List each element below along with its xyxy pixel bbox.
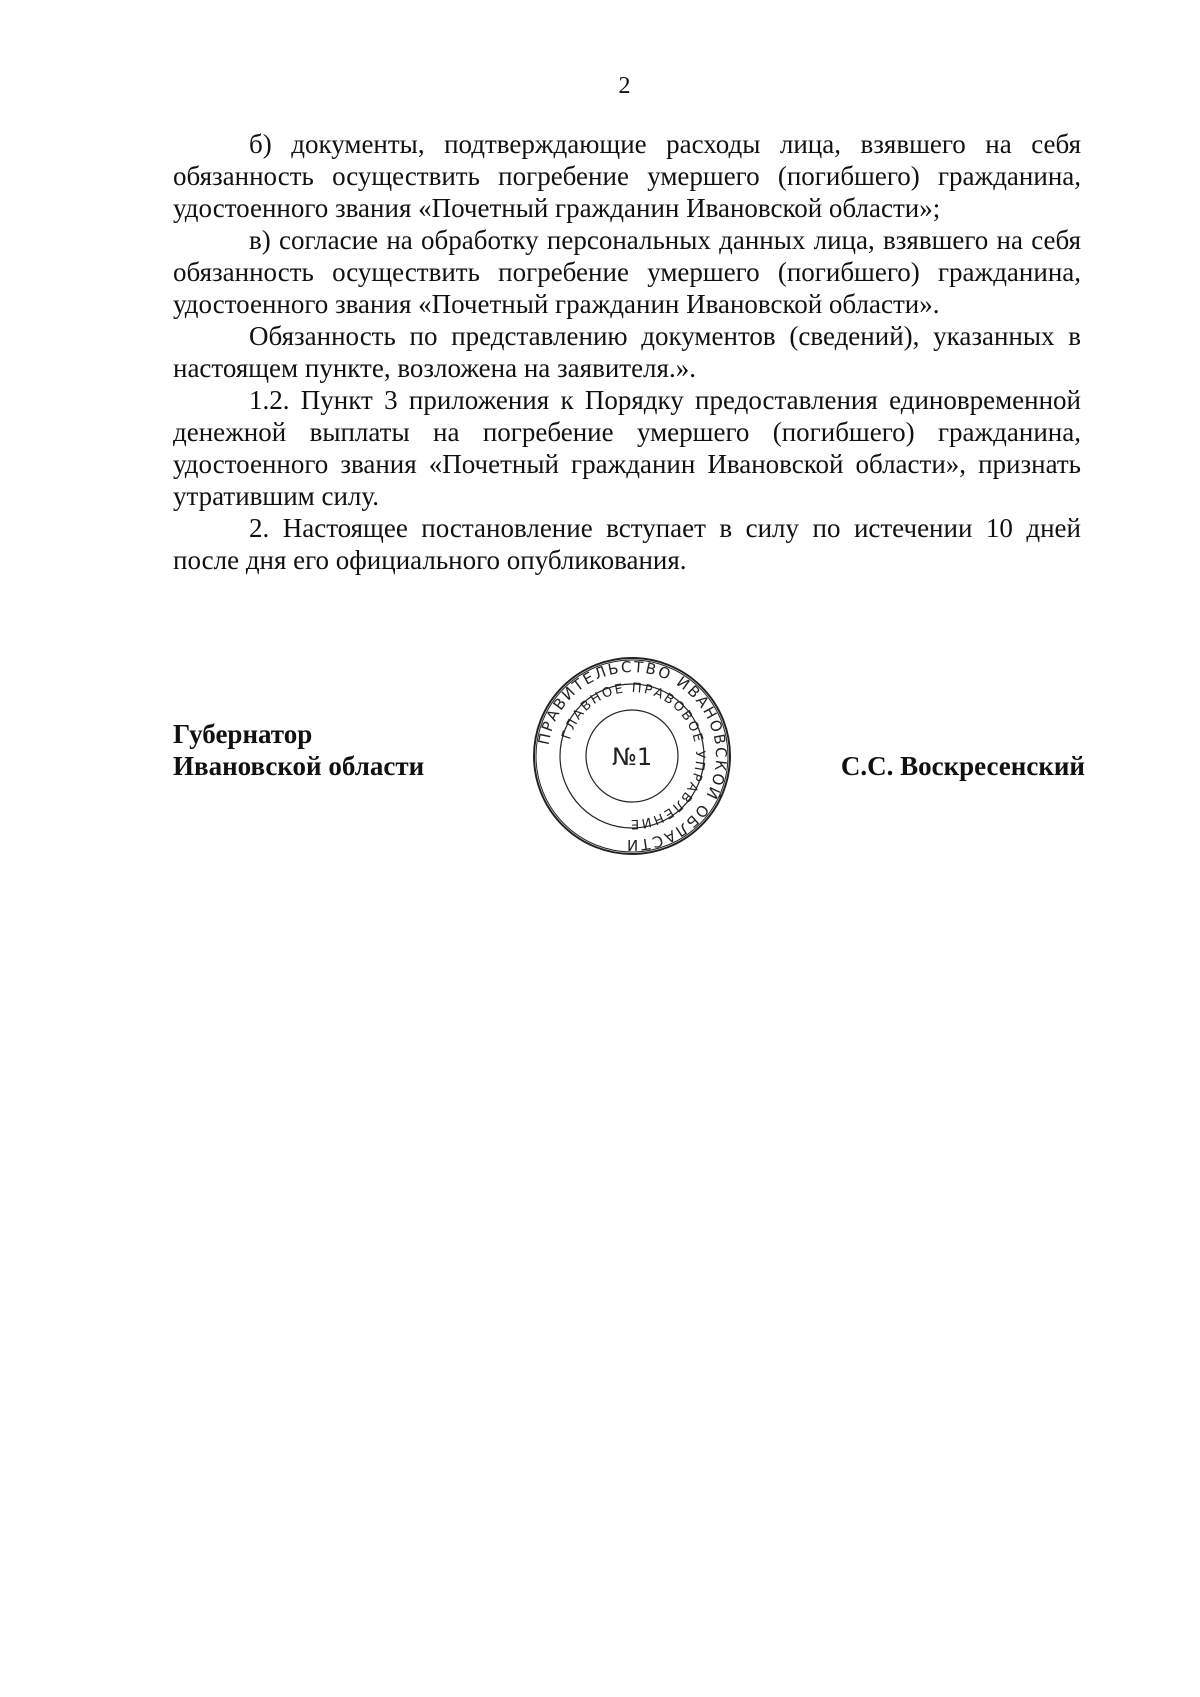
stamp-inner-text: ГЛАВНОЕ ПРАВОВОЕ УПРАВЛЕНИЕ (559, 680, 708, 832)
signatory-name: С.С. Воскресенский (840, 751, 1085, 781)
paragraph-2-effective: 2. Настоящее постановление вступает в силу по истечении 10 дней после дня его официального опубликования. (173, 513, 1081, 575)
paragraph-b-documents: б) документы, подтверждающие расходы лица, взявшего на себя обязанность осуществить погребение умершего (погибшего) гражданина, удостоенного звания «Почетный гражданин Ивановской области»; (173, 129, 1081, 223)
signatory-position-line2: Ивановской области (173, 751, 425, 781)
stamp-number: №1 (611, 743, 653, 771)
page-number: 2 (618, 73, 631, 99)
paragraph-1-2: 1.2. Пункт 3 приложения к Порядку предоставления единовременной денежной выплаты на погребение умершего (погибшего) гражданина, удостоенного звания «Почетный гражданин Ивановской области», признать утратившим силу. (173, 385, 1081, 511)
paragraph-obligation: Обязанность по представлению документов (сведений), указанных в настоящем пункте, возложена на заявителя.». (173, 321, 1081, 383)
stamp-seal-icon (528, 652, 736, 860)
signatory-position (173, 718, 424, 782)
signatory-position-line1: Губернатор (173, 719, 313, 749)
stamp-outer-text: ПРАВИТЕЛЬСТВО ИВАНОВСКОЙ ОБЛАСТИ (534, 657, 731, 855)
official-stamp (528, 652, 736, 860)
paragraph-v-consent: в) согласие на обработку персональных данных лица, взявшего на себя обязанность осуществить погребение умершего (погибшего) гражданина, удостоенного звания «Почетный гражданин Ивановской области». (173, 225, 1081, 319)
document-body (173, 128, 1081, 576)
